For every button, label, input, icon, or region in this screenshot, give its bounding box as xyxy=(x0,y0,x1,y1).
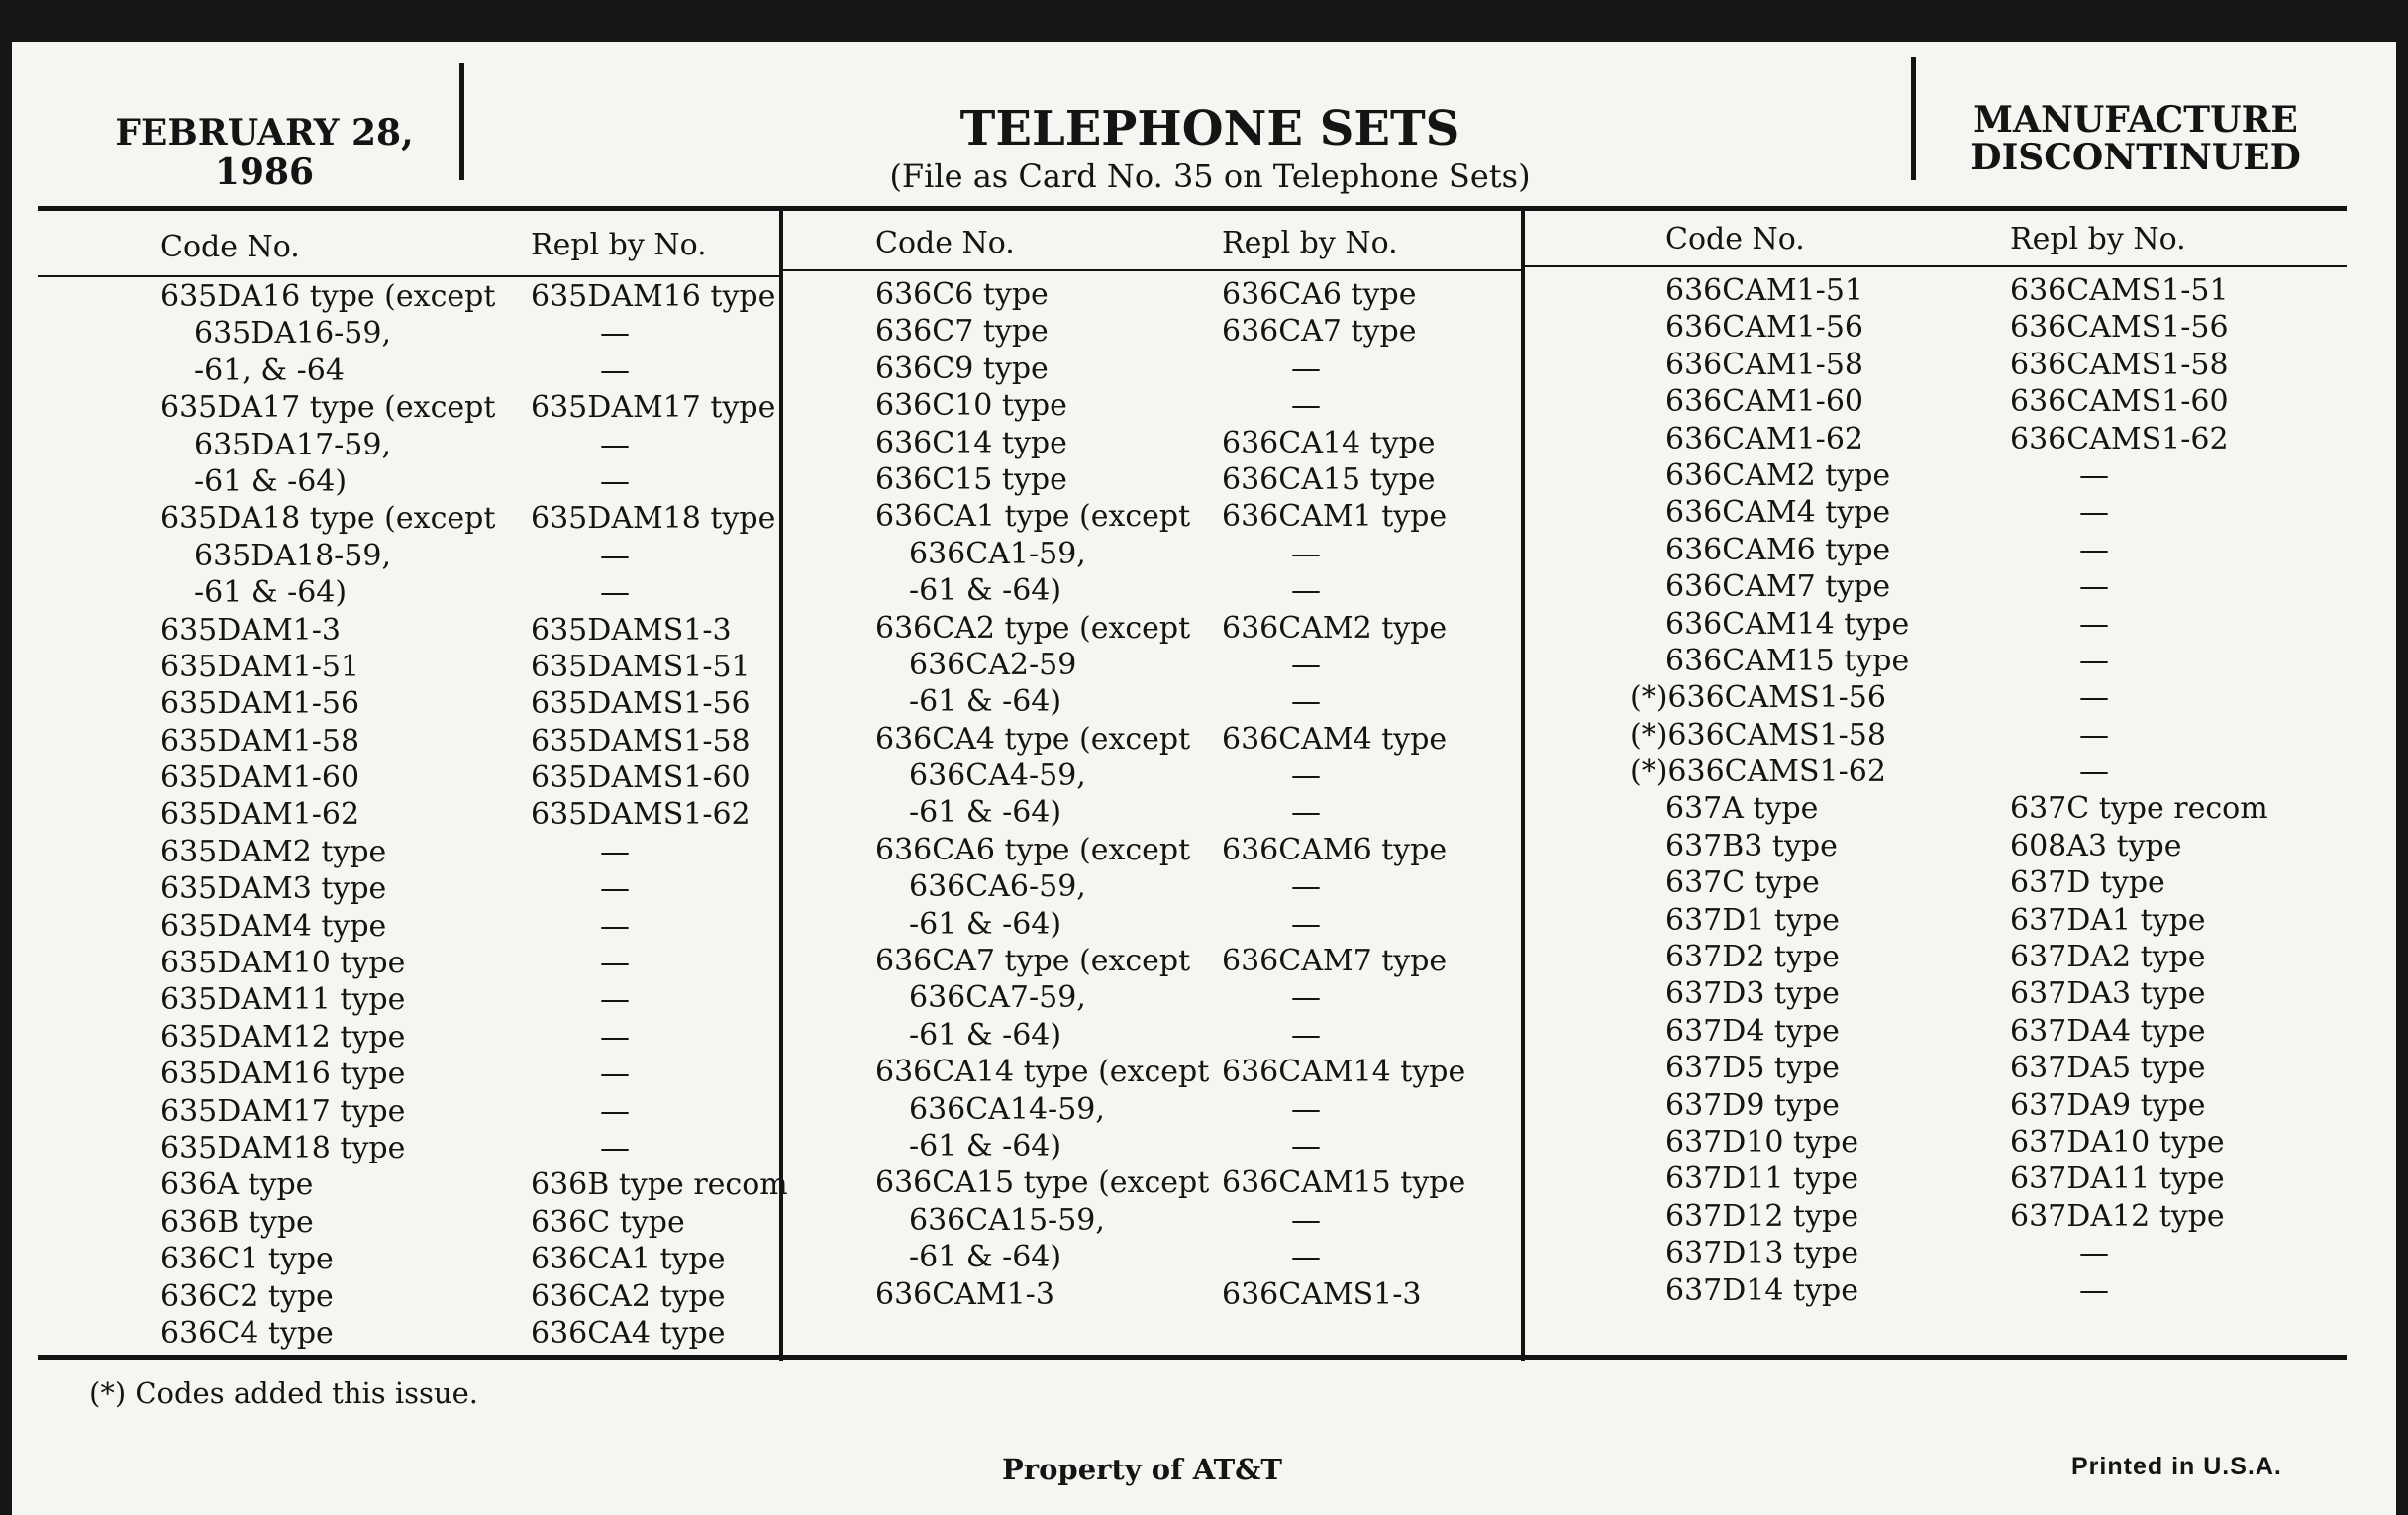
replacement-cell: — xyxy=(2079,643,2109,678)
title-block xyxy=(497,101,1923,196)
code-cell: 637D4 type xyxy=(1665,1013,1840,1049)
code-cell: 636CAM2 type xyxy=(1665,457,1891,493)
page-subtitle: (File as Card No. 35 on Telephone Sets) xyxy=(889,157,1531,195)
replacement-cell: — xyxy=(1291,647,1321,682)
replacement-cell: — xyxy=(600,575,630,611)
replacement-cell: 636CAMS1-3 xyxy=(1222,1276,1422,1312)
code-cell: 637D9 type xyxy=(1665,1087,1840,1123)
code-cell: -61 & -64) xyxy=(909,684,1062,720)
code-cell: 635DAM1-58 xyxy=(160,723,360,758)
code-cell: 636C9 type xyxy=(875,351,1049,386)
replacement-cell: 636CAMS1-60 xyxy=(2010,384,2229,420)
code-cell: 636CA15 type (except xyxy=(875,1165,1210,1201)
code-cell: 636CAM6 type xyxy=(1665,532,1891,567)
code-cell: 635DAM16 type xyxy=(160,1057,406,1092)
code-cell: 636C4 type xyxy=(160,1315,334,1351)
code-cell: 636CAM1-56 xyxy=(1665,310,1863,346)
replacement-cell: — xyxy=(600,1130,630,1165)
code-cell: 636CA4 type (except xyxy=(875,721,1191,757)
code-cell: 635DA17-59, xyxy=(194,427,391,462)
code-cell: 636CA6-59, xyxy=(909,869,1086,905)
code-cell: 636CA14 type (except xyxy=(875,1055,1210,1090)
replacement-cell: — xyxy=(600,982,630,1018)
code-cell: -61 & -64) xyxy=(194,463,348,499)
replacement-cell: — xyxy=(1291,1091,1321,1127)
code-cell: 635DA18 type (except xyxy=(160,501,496,537)
replacement-cell: — xyxy=(1291,758,1321,794)
replacement-cell: 636CAMS1-58 xyxy=(2010,347,2229,382)
code-cell: -61 & -64) xyxy=(909,1128,1062,1163)
code-cell: 635DAM12 type xyxy=(160,1019,406,1055)
replacement-cell: — xyxy=(600,316,630,352)
replacement-cell: 636CAM15 type xyxy=(1222,1165,1466,1201)
code-cell: 636CAM1-3 xyxy=(875,1276,1054,1312)
header-bottom-rule xyxy=(38,206,2347,211)
code-cell: 636CA1 type (except xyxy=(875,499,1191,535)
code-cell: 635DAM1-60 xyxy=(160,760,360,796)
replacement-cell: — xyxy=(1291,1202,1321,1238)
column-divider-2 xyxy=(1521,208,1525,1361)
code-cell: 636CA6 type (except xyxy=(875,832,1191,867)
replacement-cell: 637D type xyxy=(2010,865,2165,901)
code-cell: 636CA15-59, xyxy=(909,1202,1105,1238)
replacement-cell: — xyxy=(1291,684,1321,720)
replacement-cell: 637DA12 type xyxy=(2010,1198,2225,1234)
code-cell: -61 & -64) xyxy=(909,1240,1062,1275)
column-header-rule xyxy=(1525,265,2347,267)
replacement-cell: 636CAMS1-62 xyxy=(2010,421,2229,456)
replacement-cell: 635DAM16 type xyxy=(531,279,776,314)
replacement-cell: — xyxy=(600,353,630,388)
code-cell: 635DA16-59, xyxy=(194,316,391,352)
col1-repl-header: Repl by No. xyxy=(531,228,707,262)
replacement-cell: 635DAMS1-58 xyxy=(531,723,751,758)
code-cell: 636CA1-59, xyxy=(909,536,1086,571)
replacement-cell: — xyxy=(600,463,630,499)
code-cell: 636CAM4 type xyxy=(1665,495,1891,531)
code-cell: 635DAM1-3 xyxy=(160,612,342,648)
code-cell: 635DAM2 type xyxy=(160,834,387,869)
code-cell: 636A type xyxy=(160,1167,314,1203)
code-cell: 636B type xyxy=(160,1204,314,1240)
code-cell: 637C type xyxy=(1665,865,1820,901)
code-cell: 636C15 type xyxy=(875,461,1067,497)
code-cell: 636C7 type xyxy=(875,314,1049,350)
replacement-cell: 637C type recom xyxy=(2010,791,2268,827)
code-cell: -61 & -64) xyxy=(909,1017,1062,1053)
table-bottom-rule xyxy=(38,1355,2347,1360)
replacement-cell: 637DA9 type xyxy=(2010,1087,2206,1123)
replacement-cell: 637DA1 type xyxy=(2010,902,2206,938)
replacement-cell: 635DAMS1-60 xyxy=(531,760,751,796)
header-divider-left xyxy=(459,63,464,180)
status-label: MANUFACTURE DISCONTINUED xyxy=(1970,99,2301,178)
code-cell: 636CAM1-60 xyxy=(1665,384,1863,420)
code-cell: 635DA18-59, xyxy=(194,538,391,573)
code-cell: 635DAM17 type xyxy=(160,1093,406,1129)
replacement-cell: — xyxy=(600,1057,630,1092)
replacement-cell: — xyxy=(2079,717,2109,753)
code-cell: (*)636CAMS1-56 xyxy=(1630,680,1886,716)
col3-repl-header: Repl by No. xyxy=(2010,222,2186,256)
code-cell: 636CAM1-51 xyxy=(1665,273,1863,308)
replacement-cell: 636CAM14 type xyxy=(1222,1055,1466,1090)
code-cell: 637D10 type xyxy=(1665,1124,1858,1160)
replacement-cell: — xyxy=(600,538,630,573)
code-cell: (*)636CAMS1-58 xyxy=(1630,717,1886,753)
code-cell: 636CA14-59, xyxy=(909,1091,1105,1127)
header-divider-right xyxy=(1911,57,1916,180)
replacement-cell: 636CA7 type xyxy=(1222,314,1417,350)
replacement-cell: 636CA14 type xyxy=(1222,425,1436,460)
replacement-cell: 636CAM4 type xyxy=(1222,721,1448,757)
code-cell: -61 & -64) xyxy=(909,573,1062,609)
replacement-cell: 608A3 type xyxy=(2010,828,2182,863)
code-cell: -61 & -64) xyxy=(909,906,1062,942)
replacement-cell: 636CA2 type xyxy=(531,1278,726,1314)
code-cell: 636CAM14 type xyxy=(1665,606,1910,642)
code-cell: 635DAM1-56 xyxy=(160,686,360,722)
code-cell: 637D13 type xyxy=(1665,1236,1858,1271)
page-title: TELEPHONE SETS xyxy=(959,101,1460,156)
code-cell: 635DA17 type (except xyxy=(160,390,496,426)
col2-repl-header: Repl by No. xyxy=(1222,226,1398,260)
replacement-cell: 636CA15 type xyxy=(1222,461,1436,497)
replacement-cell: 637DA5 type xyxy=(2010,1051,2206,1086)
replacement-cell: — xyxy=(600,946,630,981)
code-cell: (*)636CAMS1-62 xyxy=(1630,755,1886,790)
replacement-cell: — xyxy=(1291,795,1321,831)
replacement-cell: — xyxy=(1291,351,1321,386)
footnote: (*) Codes added this issue. xyxy=(89,1376,478,1410)
replacement-cell: — xyxy=(600,834,630,869)
replacement-cell: — xyxy=(1291,906,1321,942)
code-cell: 637A type xyxy=(1665,791,1819,827)
replacement-cell: 636CAM1 type xyxy=(1222,499,1448,535)
code-cell: -61, & -64 xyxy=(194,353,345,388)
replacement-cell: — xyxy=(2079,495,2109,531)
code-cell: 635DAM3 type xyxy=(160,871,387,907)
replacement-cell: 635DAMS1-56 xyxy=(531,686,751,722)
code-cell: 636C2 type xyxy=(160,1278,334,1314)
replacement-cell: — xyxy=(2079,1272,2109,1308)
replacement-cell: 636B type recom xyxy=(531,1167,788,1203)
code-cell: 635DAM10 type xyxy=(160,946,406,981)
code-cell: 636CAM15 type xyxy=(1665,643,1910,678)
column-header-rule xyxy=(783,269,1522,271)
replacement-cell: — xyxy=(2079,457,2109,493)
code-cell: 636C1 type xyxy=(160,1242,334,1277)
code-cell: 636CAM1-58 xyxy=(1665,347,1863,382)
property-notice: Property of AT&T xyxy=(1002,1453,1282,1486)
code-cell: 636CA2-59 xyxy=(909,647,1077,682)
code-cell: 636CAM7 type xyxy=(1665,569,1891,605)
replacement-cell: 635DAM17 type xyxy=(531,390,776,426)
code-cell: 636C6 type xyxy=(875,277,1049,312)
column-header-rule xyxy=(38,275,780,277)
replacement-cell: — xyxy=(2079,680,2109,716)
replacement-cell: — xyxy=(1291,573,1321,609)
replacement-cell: — xyxy=(2079,1236,2109,1271)
issue-date: FEBRUARY 28, 1986 xyxy=(115,112,414,193)
replacement-cell: — xyxy=(1291,1128,1321,1163)
col2-code-header: Code No. xyxy=(875,226,1015,260)
replacement-cell: — xyxy=(2079,532,2109,567)
replacement-cell: — xyxy=(2079,569,2109,605)
replacement-cell: 636CAMS1-56 xyxy=(2010,310,2229,346)
replacement-cell: 636CA1 type xyxy=(531,1242,726,1277)
replacement-cell: — xyxy=(600,871,630,907)
code-cell: 637D12 type xyxy=(1665,1198,1858,1234)
replacement-cell: 637DA2 type xyxy=(2010,940,2206,975)
replacement-cell: — xyxy=(2079,606,2109,642)
code-cell: 636CA7-59, xyxy=(909,980,1086,1016)
code-cell: 637B3 type xyxy=(1665,828,1838,863)
replacement-cell: 636CA4 type xyxy=(531,1315,726,1351)
code-cell: 637D1 type xyxy=(1665,902,1840,938)
replacement-cell: — xyxy=(1291,1017,1321,1053)
code-cell: 636CA2 type (except xyxy=(875,610,1191,646)
replacement-cell: — xyxy=(1291,980,1321,1016)
printed-notice: Printed in U.S.A. xyxy=(2071,1453,2282,1480)
replacement-cell: — xyxy=(1291,1240,1321,1275)
reference-card xyxy=(12,42,2396,1515)
code-cell: 635DAM1-51 xyxy=(160,649,360,684)
replacement-cell: — xyxy=(1291,388,1321,424)
replacement-cell: — xyxy=(600,427,630,462)
replacement-cell: — xyxy=(600,908,630,944)
replacement-cell: 635DAMS1-62 xyxy=(531,797,751,833)
code-cell: 636CA4-59, xyxy=(909,758,1086,794)
code-cell: -61 & -64) xyxy=(194,575,348,611)
code-cell: 637D2 type xyxy=(1665,940,1840,975)
replacement-cell: 635DAM18 type xyxy=(531,501,776,537)
code-cell: 635DAM4 type xyxy=(160,908,387,944)
code-cell: 635DA16 type (except xyxy=(160,279,496,314)
replacement-cell: 637DA11 type xyxy=(2010,1162,2225,1197)
replacement-cell: — xyxy=(2079,755,2109,790)
replacement-cell: — xyxy=(600,1019,630,1055)
replacement-cell: 636CAM7 type xyxy=(1222,944,1448,979)
code-cell: 637D3 type xyxy=(1665,976,1840,1012)
code-cell: 636C10 type xyxy=(875,388,1067,424)
replacement-cell: — xyxy=(1291,536,1321,571)
replacement-cell: 635DAMS1-51 xyxy=(531,649,751,684)
code-cell: 635DAM1-62 xyxy=(160,797,360,833)
code-cell: 636CAM1-62 xyxy=(1665,421,1863,456)
replacement-cell: 636CAM6 type xyxy=(1222,832,1448,867)
code-cell: 636CA7 type (except xyxy=(875,944,1191,979)
code-cell: 637D5 type xyxy=(1665,1051,1840,1086)
replacement-cell: — xyxy=(600,1093,630,1129)
code-cell: 635DAM11 type xyxy=(160,982,406,1018)
replacement-cell: 637DA3 type xyxy=(2010,976,2206,1012)
replacement-cell: 636CAM2 type xyxy=(1222,610,1448,646)
code-cell: 637D14 type xyxy=(1665,1272,1858,1308)
code-cell: -61 & -64) xyxy=(909,795,1062,831)
code-cell: 637D11 type xyxy=(1665,1162,1858,1197)
code-cell: 635DAM18 type xyxy=(160,1130,406,1165)
replacement-cell: 637DA10 type xyxy=(2010,1124,2225,1160)
replacement-cell: 635DAMS1-3 xyxy=(531,612,732,648)
code-cell: 636C14 type xyxy=(875,425,1067,460)
replacement-cell: 636CA6 type xyxy=(1222,277,1417,312)
col3-code-header: Code No. xyxy=(1665,222,1805,256)
replacement-cell: 636C type xyxy=(531,1204,685,1240)
replacement-cell: 637DA4 type xyxy=(2010,1013,2206,1049)
replacement-cell: 636CAMS1-51 xyxy=(2010,273,2229,308)
col1-code-header: Code No. xyxy=(160,230,300,264)
replacement-cell: — xyxy=(1291,869,1321,905)
